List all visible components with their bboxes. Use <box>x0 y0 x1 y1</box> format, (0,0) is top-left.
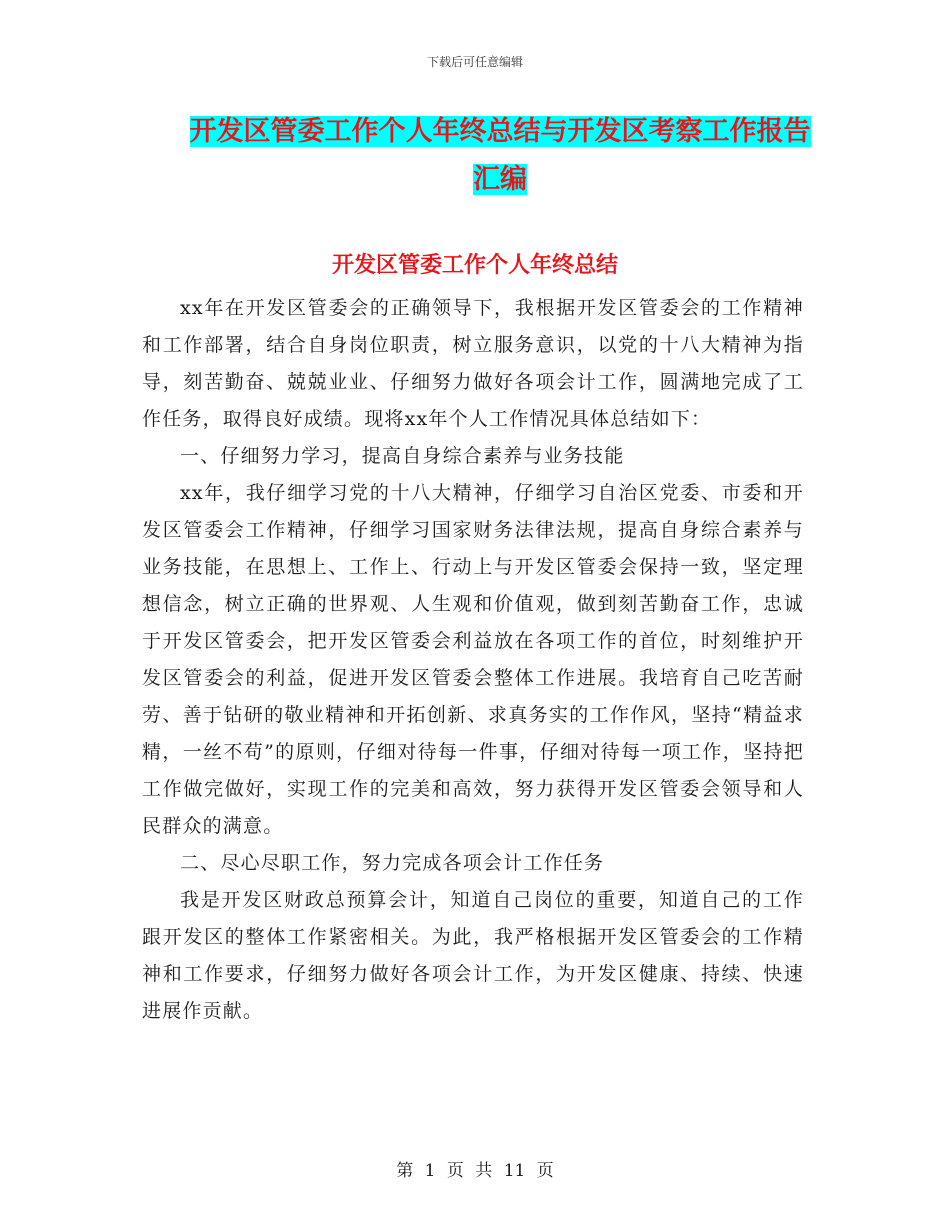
document-title <box>150 108 850 204</box>
paragraph-duty: 我是开发区财政总预算会计，知道自己岗位的重要，知道自己的工作跟开发区的整体工作紧密相关。为此，我严格根据开发区管委会的工作精神和工作要求，仔细努力做好各项会计工作，为开发区健康、持续、快速进展作贡献。 <box>142 889 804 1022</box>
paragraph-study: xx年，我仔细学习党的十八大精神，仔细学习自治区党委、市委和开发区管委会工作精神，仔细学习国家财务法律法规，提高自身综合素养与业务技能，在思想上、工作上、行动上与开发区管委会保持一致，坚定理想信念，树立正确的世界观、人生观和价值观，做到刻苦勤奋工作，忠诚于开发区管委会，把开发区管委会利益放在各项工作的首位，时刻维护开发区管委会的利益，促进开发区管委会整体工作进展。我培育自己吃苦耐劳、善于钻研的敬业精神和开拓创新、求真务实的工作作风，坚持“精益求精，一丝不苟”的原则，仔细对待每一件事，仔细对待每一项工作，坚持把工作做完做好，实现工作的完美和高效，努力获得开发区管委会领导和人民群众的满意。 <box>142 482 804 837</box>
page-number: 第 1 页 共 11 页 <box>396 1161 554 1181</box>
paragraph-intro: xx年在开发区管委会的正确领导下，我根据开发区管委会的工作精神和工作部署，结合自身岗位职责，树立服务意识，以党的十八大精神为指导，刻苦勤奋、兢兢业业、仔细努力做好各项会计工作，圆满地完成了工作任务，取得良好成绩。现将xx年个人工作情况具体总结如下： <box>142 297 804 430</box>
document-title-line-1: 开发区管委工作个人年终总结与开发区考察工作报告 <box>189 116 811 147</box>
header-note: 下载后可任意编辑 <box>426 55 523 69</box>
heading-duty: 二、尽心尽职工作，努力完成各项会计工作任务 <box>180 852 605 874</box>
body-text <box>142 290 804 1030</box>
section-title: 开发区管委工作个人年终总结 <box>331 252 618 278</box>
document-title-line-2: 汇编 <box>473 164 527 195</box>
heading-study: 一、仔细努力学习，提高自身综合素养与业务技能 <box>180 445 625 467</box>
